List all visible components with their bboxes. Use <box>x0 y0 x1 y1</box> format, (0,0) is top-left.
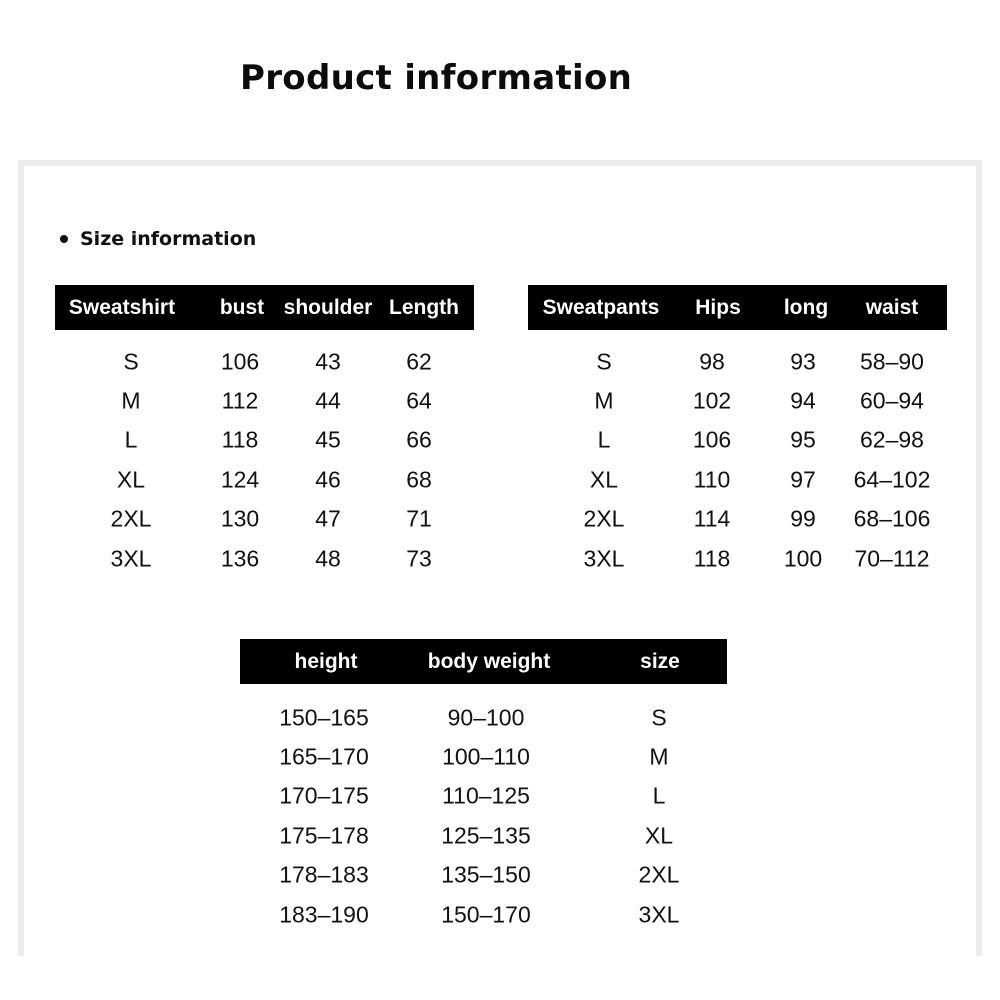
header-cell: long <box>783 295 829 319</box>
cell: 183–190 <box>279 901 369 928</box>
cell: 60–94 <box>860 387 924 414</box>
cell: 66 <box>406 426 432 453</box>
cell: 150–170 <box>441 901 531 928</box>
cell: 44 <box>315 387 341 414</box>
cell: 106 <box>692 426 732 453</box>
cell: 124 <box>220 466 260 493</box>
bullet-icon <box>60 235 68 243</box>
cell: 136 <box>220 545 260 572</box>
table-row <box>528 421 947 460</box>
table-row <box>55 539 474 578</box>
table-row <box>528 381 947 420</box>
cell: L <box>124 426 138 453</box>
cell: 43 <box>315 348 341 375</box>
cell: 62 <box>406 348 432 375</box>
cell: 73 <box>406 545 432 572</box>
cell: 3XL <box>583 545 625 572</box>
header-cell: Sweatpants <box>542 295 660 319</box>
table-row <box>240 816 727 855</box>
header-cell: height <box>294 649 358 673</box>
sweatpants-size-table <box>528 285 947 578</box>
header-cell: bust <box>219 295 265 319</box>
cell: 62–98 <box>860 426 924 453</box>
table-row <box>240 856 727 895</box>
cell: S <box>651 704 667 731</box>
table-row <box>240 698 727 737</box>
cell: S <box>596 348 612 375</box>
header-cell: size <box>640 649 680 673</box>
table-row <box>55 381 474 420</box>
cell: 98 <box>699 348 725 375</box>
section-label <box>60 228 256 250</box>
table-row <box>55 421 474 460</box>
cell: 170–175 <box>279 782 369 809</box>
cell: S <box>123 348 139 375</box>
cell: M <box>649 743 669 770</box>
cell: 175–178 <box>279 822 369 849</box>
cell: 114 <box>693 505 731 532</box>
table-header <box>240 639 727 684</box>
cell: 110–125 <box>442 782 530 809</box>
cell: L <box>652 782 666 809</box>
cell: 118 <box>693 545 731 572</box>
cell: 95 <box>790 426 816 453</box>
header-cell: Sweatshirt <box>68 295 176 319</box>
table-row <box>240 737 727 776</box>
cell: 71 <box>406 505 432 532</box>
cell: 130 <box>220 505 260 532</box>
cell: 48 <box>315 545 341 572</box>
cell: 68–106 <box>853 505 931 532</box>
header-cell: Hips <box>695 295 741 319</box>
section-label-text: Size information <box>80 228 257 250</box>
table-row <box>55 342 474 381</box>
table-header <box>55 285 474 330</box>
sweatshirt-size-table <box>55 285 474 578</box>
table-row <box>528 342 947 381</box>
cell: 165–170 <box>279 743 369 770</box>
table-row <box>528 539 947 578</box>
cell: 112 <box>221 387 259 414</box>
cell: 2XL <box>110 505 152 532</box>
header-cell: shoulder <box>283 295 373 319</box>
cell: 2XL <box>583 505 625 532</box>
cell: 45 <box>315 426 341 453</box>
cell: 125–135 <box>441 822 531 849</box>
cell: XL <box>116 466 146 493</box>
cell: 64 <box>406 387 432 414</box>
cell: 64–102 <box>853 466 931 493</box>
height-weight-size-table <box>240 639 727 934</box>
cell: 118 <box>221 426 259 453</box>
table-row <box>240 895 727 934</box>
cell: 150–165 <box>279 704 369 731</box>
cell: 97 <box>790 466 816 493</box>
cell: 94 <box>790 387 816 414</box>
table-row <box>55 460 474 499</box>
cell: 58–90 <box>860 348 924 375</box>
cell: 93 <box>790 348 816 375</box>
cell: 102 <box>692 387 732 414</box>
table-row <box>55 500 474 539</box>
page-title: Product information <box>240 58 633 98</box>
header-cell: body weight <box>427 649 551 673</box>
cell: 70–112 <box>854 545 930 572</box>
table-header <box>528 285 947 330</box>
cell: 135–150 <box>441 861 531 888</box>
cell: 100 <box>783 545 823 572</box>
table-row <box>528 500 947 539</box>
cell: 178–183 <box>279 861 369 888</box>
cell: 110 <box>693 466 731 493</box>
cell: 68 <box>406 466 432 493</box>
header-cell: Length <box>389 295 459 319</box>
cell: 100–110 <box>442 743 530 770</box>
cell: XL <box>589 466 619 493</box>
cell: 47 <box>315 505 341 532</box>
cell: L <box>597 426 611 453</box>
cell: 3XL <box>638 901 680 928</box>
header-cell: waist <box>865 295 919 319</box>
cell: 2XL <box>638 861 680 888</box>
table-row <box>240 777 727 816</box>
cell: 46 <box>315 466 341 493</box>
cell: 3XL <box>110 545 152 572</box>
cell: M <box>121 387 141 414</box>
cell: XL <box>644 822 674 849</box>
cell: 106 <box>220 348 260 375</box>
cell: M <box>594 387 614 414</box>
table-row <box>528 460 947 499</box>
cell: 90–100 <box>447 704 525 731</box>
cell: 99 <box>790 505 816 532</box>
